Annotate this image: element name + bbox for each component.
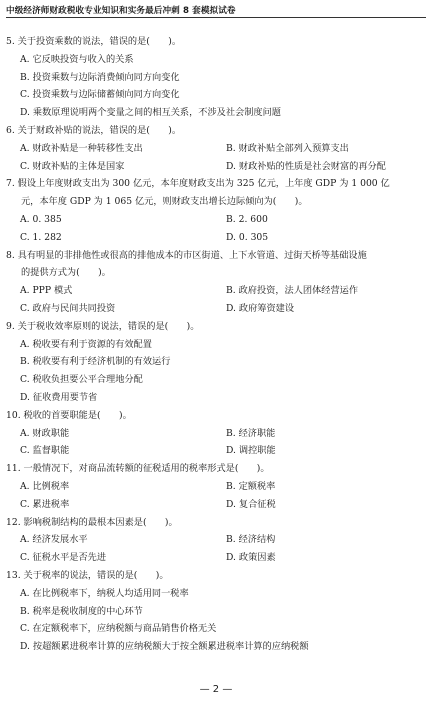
answer-option: A. 经济发展水平 — [20, 534, 88, 546]
answer-option: D. 征收费用要节省 — [20, 391, 98, 403]
answer-option: C. 在定额税率下，应纳税额与商品销售价格无关 — [20, 623, 217, 635]
option-row — [0, 353, 432, 371]
answer-option: C. 投资乘数与边际储蓄倾向同方向变化 — [20, 89, 180, 101]
answer-option: C. 政府与民间共同投资 — [20, 302, 116, 314]
answer-option: A. 财政补贴是一种转移性支出 — [20, 142, 143, 154]
option-row — [0, 549, 432, 567]
option-row — [0, 104, 432, 122]
answer-option: D. 复合征税 — [226, 498, 276, 510]
option-row — [0, 211, 432, 229]
question-stem — [0, 175, 432, 211]
question-stem-line: 的提供方式为( )。 — [21, 267, 111, 279]
option-row — [0, 229, 432, 247]
question-block — [0, 567, 432, 656]
option-row — [0, 300, 432, 318]
question-block — [0, 460, 432, 513]
option-row — [0, 69, 432, 87]
option-row — [0, 158, 432, 176]
answer-option: C. 税收负担要公平合理地分配 — [20, 374, 143, 386]
question-stem: 12. 影响税制结构的最根本因素是( )。 — [6, 516, 178, 528]
answer-option: A. 财政职能 — [20, 427, 70, 439]
answer-option: C. 监督职能 — [20, 445, 70, 457]
answer-option: D. 财政补贴的性质是社会财富的再分配 — [226, 160, 386, 172]
option-row — [0, 86, 432, 104]
answer-option: B. 定额税率 — [226, 480, 276, 492]
answer-option: A. 比例税率 — [20, 480, 70, 492]
question-stem: 10. 税收的首要职能是( )。 — [6, 409, 132, 421]
answer-option: B. 经济结构 — [226, 534, 276, 546]
answer-option: A. 税收要有利于资源的有效配置 — [20, 338, 152, 350]
answer-option: D. 政策因素 — [226, 552, 276, 564]
page-header-title: 中级经济师财政税收专业知识和实务最后冲刺 8 套模拟试卷 — [6, 6, 236, 16]
answer-option: A. 在比例税率下，纳税人均适用同一税率 — [20, 587, 189, 599]
option-row — [0, 496, 432, 514]
answer-option: A. PPP 模式 — [20, 285, 73, 297]
option-row — [0, 531, 432, 549]
question-stem: 9. 关于税收效率原则的说法，错误的是( )。 — [6, 320, 200, 332]
answer-option: C. 财政补贴的主体是国家 — [20, 160, 125, 172]
answer-option: D. 乘数原理说明两个变量之间的相互关系，不涉及社会制度问题 — [20, 107, 281, 119]
answer-option: B. 财政补贴全部列入预算支出 — [226, 142, 349, 154]
question-stem-line: 7. 假设上年度财政支出为 300 亿元，本年度财政支出为 325 亿元，上年度 GDP 为 1 000 亿 — [6, 178, 390, 190]
question-block — [0, 514, 432, 567]
option-row — [0, 336, 432, 354]
answer-option: B. 政府投资，法人团体经营运作 — [226, 285, 359, 297]
option-row — [0, 389, 432, 407]
question-stem-line: 8. 具有明显的非排他性或很高的排他成本的市区街道、上下水管道、过街天桥等基础设施 — [6, 249, 367, 261]
answer-option: C. 1. 282 — [20, 231, 62, 243]
header-divider — [6, 17, 426, 18]
answer-option: D. 按超额累进税率计算的应纳税额大于按全额累进税率计算的应纳税额 — [20, 641, 309, 653]
question-stem: 11. 一般情况下，对商品流转额的征税适用的税率形式是( )。 — [6, 463, 270, 475]
option-row — [0, 603, 432, 621]
answer-option: D. 政府筹资建设 — [226, 302, 295, 314]
question-block — [0, 122, 432, 175]
answer-option: D. 调控职能 — [226, 445, 276, 457]
question-stem: 13. 关于税率的说法，错误的是( )。 — [6, 569, 169, 581]
question-block — [0, 247, 432, 318]
option-row — [0, 282, 432, 300]
question-block — [0, 175, 432, 246]
question-stem: 5. 关于投资乘数的说法，错误的是( )。 — [6, 36, 182, 47]
answer-option: D. 0. 305 — [226, 231, 269, 243]
page-number: — 2 — — [199, 684, 233, 695]
answer-option: C. 累进税率 — [20, 498, 70, 510]
question-block — [0, 33, 432, 122]
question-list — [0, 33, 432, 656]
answer-option: B. 税率是税收制度的中心环节 — [20, 605, 143, 617]
question-block — [0, 407, 432, 460]
option-row — [0, 425, 432, 443]
answer-option: A. 它反映投资与收入的关系 — [20, 53, 134, 65]
option-row — [0, 140, 432, 158]
option-row — [0, 51, 432, 69]
option-row — [0, 585, 432, 603]
option-row — [0, 638, 432, 656]
answer-option: A. 0. 385 — [20, 213, 62, 225]
answer-option: B. 投资乘数与边际消费倾向同方向变化 — [20, 71, 180, 83]
question-block — [0, 318, 432, 407]
option-row — [0, 620, 432, 638]
answer-option: C. 征税水平是否先进 — [20, 552, 107, 564]
answer-option: B. 2. 600 — [226, 213, 268, 225]
answer-option: B. 税收要有利于经济机制的有效运行 — [20, 356, 171, 368]
question-stem — [0, 247, 432, 283]
option-row — [0, 442, 432, 460]
question-stem: 6. 关于财政补贴的说法，错误的是( )。 — [6, 124, 182, 136]
option-row — [0, 478, 432, 496]
answer-option: B. 经济职能 — [226, 427, 276, 439]
question-stem-line: 元，本年度 GDP 为 1 065 亿元，则财政支出增长边际倾向为( )。 — [21, 196, 308, 208]
option-row — [0, 371, 432, 389]
